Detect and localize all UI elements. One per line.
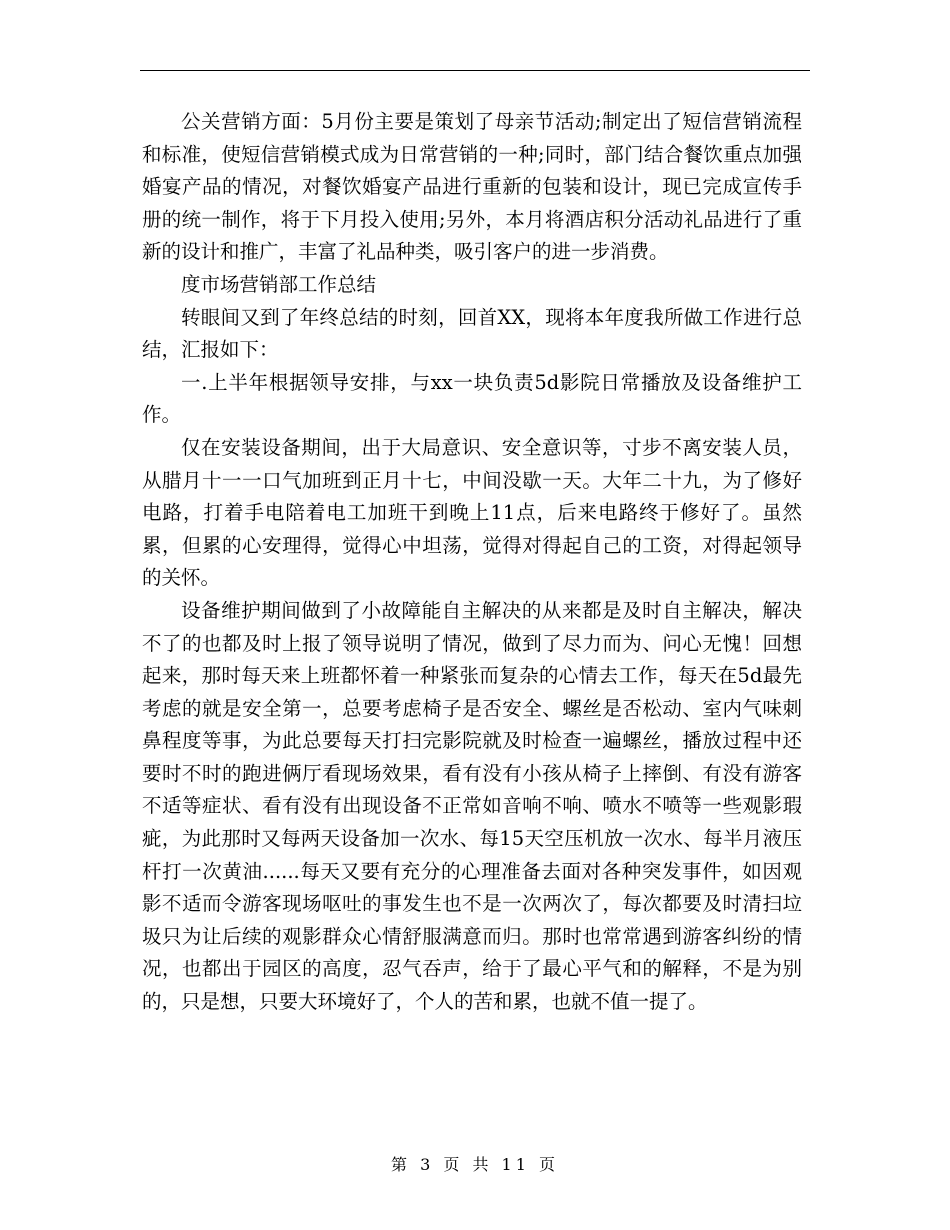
paragraph-pr-marketing: 公关营销方面：5月份主要是策划了母亲节活动;制定出了短信营销流程和标准，使短信营销模式成为日常营销的一种;同时，部门结合餐饮重点加强婚宴产品的情况，对餐饮婚宴产品进行重新的包装和设计，现已完成宣传手册的统一制作，将于下月投入使用;另外，本月将酒店积分活动礼品进行了重新的设计和推广，丰富了礼品种类，吸引客户的进一步消费。 bbox=[142, 110, 802, 264]
paragraph-intro: 转眼间又到了年终总结的时刻，回首XX，现将本年度我所做工作进行总结，汇报如下： bbox=[142, 305, 802, 362]
page-number-footer: 第 3 页 共 11 页 bbox=[391, 1155, 559, 1174]
paragraph-item-one: 一.上半年根据领导安排，与xx一块负责5d影院日常播放及设备维护工作。 bbox=[142, 370, 802, 427]
paragraph-section-title: 度市场营销部工作总结 bbox=[181, 272, 377, 296]
paragraph-installation: 仅在安装设备期间，出于大局意识、安全意识等，寸步不离安装人员，从腊月十一一口气加班到正月十七，中间没歇一天。大年二十九，为了修好电路，打着手电陪着电工加班干到晚上11点，后来电路终于修好了。虽然累，但累的心安理得，觉得心中坦荡，觉得对得起自己的工资，对得起领导的关怀。 bbox=[142, 435, 802, 590]
header-rule bbox=[140, 70, 810, 71]
paragraph-maintenance: 设备维护期间做到了小故障能自主解决的从来都是及时自主解决，解决不了的也都及时上报了领导说明了情况，做到了尽力而为、问心无愧！回想起来，那时每天来上班都怀着一种紧张而复杂的心情去工作，每天在5d最先考虑的就是安全第一，总要考虑椅子是否安全、螺丝是否松动、室内气味刺鼻程度等事，为此总要每天打扫完影院就及时检查一遍螺丝，播放过程中还要时不时的跑进俩厅看现场效果，看有没有小孩从椅子上摔倒、有没有游客不适等症状、看有没有出现设备不正常如音响不响、喷水不喷等一些观影瑕疵，为此那时又每两天设备加一次水、每15天空压机放一次水、每半月液压杆打一次黄油......每天又要有充分的心理准备去面对各种突发事件，如因观影不适而令游客现场呕吐的事发生也不是一次两次了，每次都要及时清扫垃圾只为让后续的观影群众心情舒服满意而归。那时也常常遇到游客纠纷的情况，也都出于园区的高度，忍气吞声，给于了最心平气和的解释，不是为别的，只是想，只要大环境好了，个人的苦和累，也就不值一提了。 bbox=[142, 598, 802, 1014]
document-body bbox=[142, 106, 802, 1019]
